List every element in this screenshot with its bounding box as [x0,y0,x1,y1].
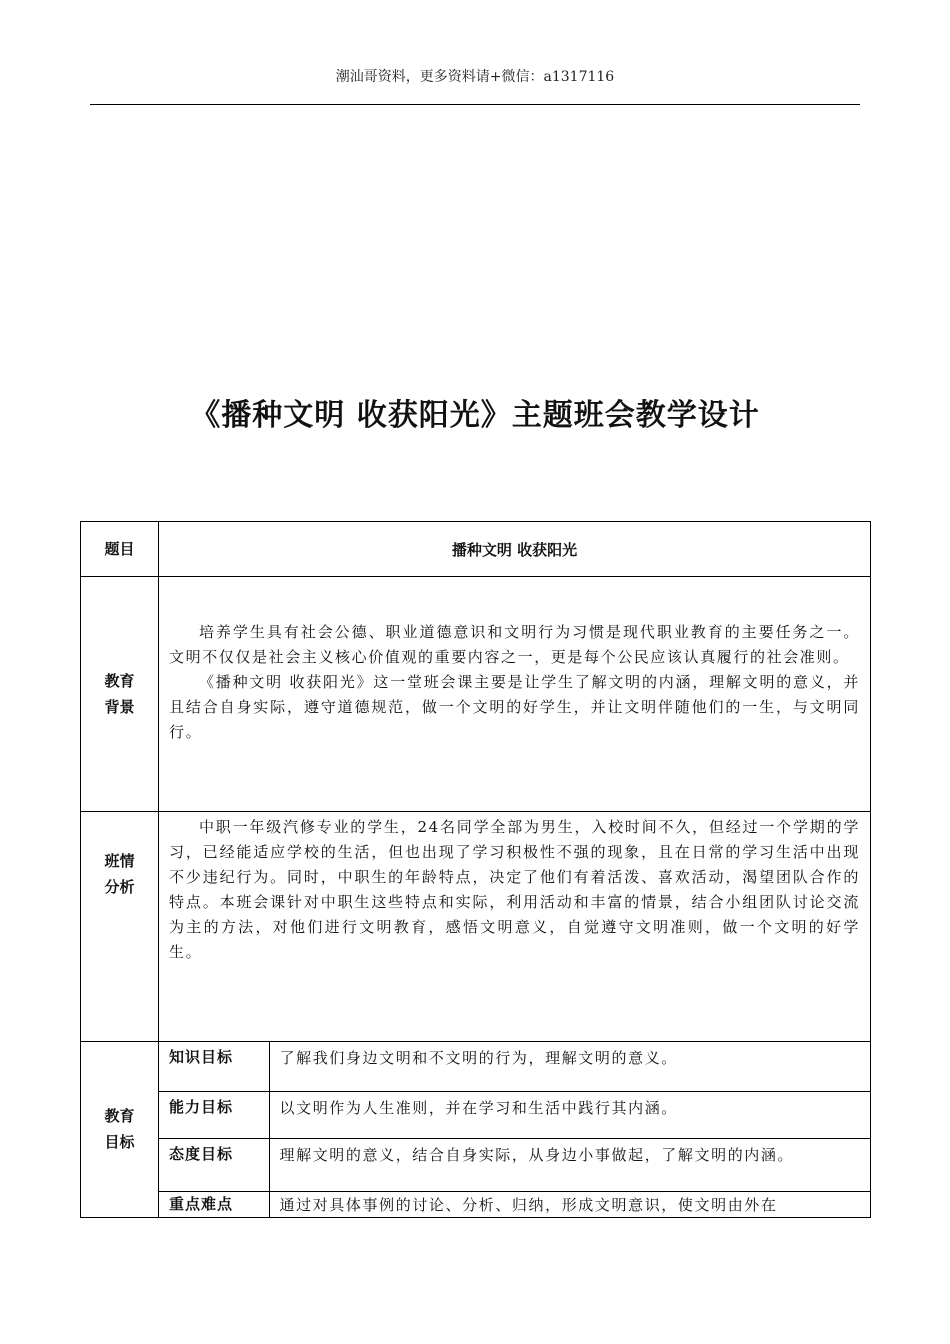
background-row [81,577,871,812]
goal-text-knowledge: 了解我们身边文明和不文明的行为，理解文明的意义。 [269,1042,870,1091]
background-paragraph-2: 《播种文明 收获阳光》这一堂班会课主要是让学生了解文明的内涵，理解文明的意义，并且结合自身实际，遵守道德规范，做一个文明的好学生，并让文明伴随他们的一生，与文明同行。 [169,673,860,741]
lesson-plan-table [80,521,871,1218]
class-analysis-label-line2: 分析 [104,878,135,896]
class-analysis-row [81,812,871,1042]
background-label-line1: 教育 [104,672,135,690]
goal-label-ability: 能力目标 [159,1091,269,1138]
background-paragraph-1: 培养学生具有社会公德、职业道德意识和文明行为习惯是现代职业教育的主要任务之一。文明不仅仅是社会主义核心价值观的重要内容之一，更是每个公民应该认真履行的社会准则。 [169,623,860,666]
goal-text-ability: 以文明作为人生准则，并在学习和生活中践行其内涵。 [269,1091,870,1138]
subject-value: 播种文明 收获阳光 [159,522,871,577]
class-analysis-paragraph: 中职一年级汽修专业的学生，24名同学全部为男生，入校时间不久，但经过一个学期的学习，已经能适应学校的生活，但也出现了学习积极性不强的现象，且在日常的学习生活中出现不少违纪行为。同时，中职生的年龄特点，决定了他们有着活泼、喜欢活动，渴望团队合作的特点。本班会课针对中职生这些特点和实际，利用活动和丰富的情景，结合小组团队讨论交流为主的方法，对他们进行文明教育，感悟文明意义，自觉遵守文明准则，做一个文明的好学生。 [169,818,860,961]
class-analysis-label [81,812,159,1042]
goal-row [159,1138,870,1191]
header-divider [90,104,860,105]
goal-row [159,1191,870,1217]
goal-label-knowledge: 知识目标 [159,1042,269,1091]
background-label-line2: 背景 [104,698,135,716]
document-title: 《播种文明 收获阳光》主题班会教学设计 [190,398,760,433]
goals-label-line1: 教育 [104,1107,135,1126]
goal-label-attitude: 态度目标 [159,1138,269,1191]
class-analysis-label-line1: 班情 [104,852,135,870]
background-label [81,577,159,812]
goals-label-line2: 目标 [104,1133,135,1152]
goal-row [159,1042,870,1091]
goal-label-keypoints: 重点难点 [159,1191,269,1217]
goals-label [81,1042,159,1218]
page-header: 潮汕哥资料，更多资料请+微信：a1317116 [335,69,615,85]
class-analysis-content [159,812,871,1042]
goals-content [159,1042,871,1218]
background-content [159,577,871,812]
subject-label: 题目 [81,522,159,577]
goal-row [159,1091,870,1138]
subject-row [81,522,871,577]
goal-text-keypoints: 通过对具体事例的讨论、分析、归纳，形成文明意识，使文明由外在 [269,1191,870,1217]
goals-table [159,1042,870,1217]
goals-row [81,1042,871,1218]
goal-text-attitude: 理解文明的意义，结合自身实际，从身边小事做起，了解文明的内涵。 [269,1138,870,1191]
